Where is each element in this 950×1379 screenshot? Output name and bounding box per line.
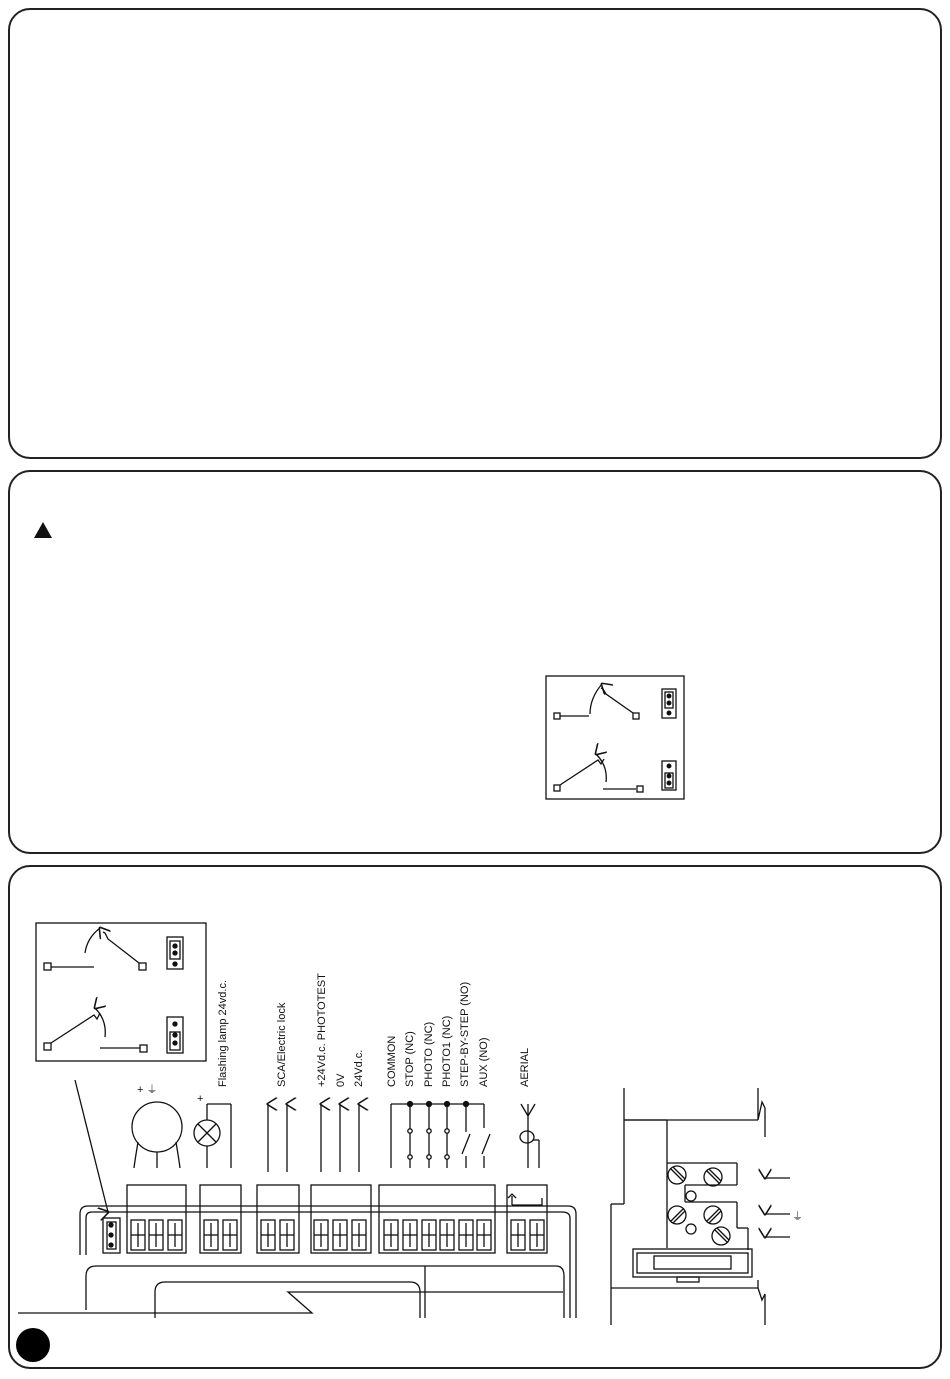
label-stop: STOP (NC) [404,1031,416,1087]
label-sca: SCA/Electric lock [276,1002,288,1087]
label-step-by-step: STEP-BY-STEP (NO) [459,981,471,1087]
plus-earth-label: + ⏚ [137,1084,158,1096]
terminal-screws [131,1220,544,1250]
plus-label: + [197,1093,204,1105]
label-photo1: PHOTO1 (NC) [441,1015,453,1087]
jumper-diagram-inset [36,923,206,1212]
label-24v: 24Vd.c. [353,1049,365,1087]
aerial-icon [520,1104,539,1168]
mains-terminal-block [611,1088,790,1325]
signal-arrows [268,1104,359,1172]
flashing-lamp-icon [194,1104,231,1168]
earth-symbol: ⏚ [792,1211,803,1223]
label-flashing-lamp: Flashing lamp 24vd.c. [217,980,229,1087]
control-board [18,1185,576,1318]
label-phototest: +24Vd.c. PHOTOTEST [316,973,328,1087]
label-photo: PHOTO (NC) [423,1021,435,1087]
jumper-diagram-mid [546,676,684,799]
label-0v: 0V [335,1073,347,1087]
label-aerial: AERIAL [519,1047,531,1087]
label-common: COMMON [386,1035,398,1087]
input-contacts [391,1102,490,1169]
motor-capacitor [132,1102,182,1168]
label-aux: AUX (NO) [478,1037,490,1087]
